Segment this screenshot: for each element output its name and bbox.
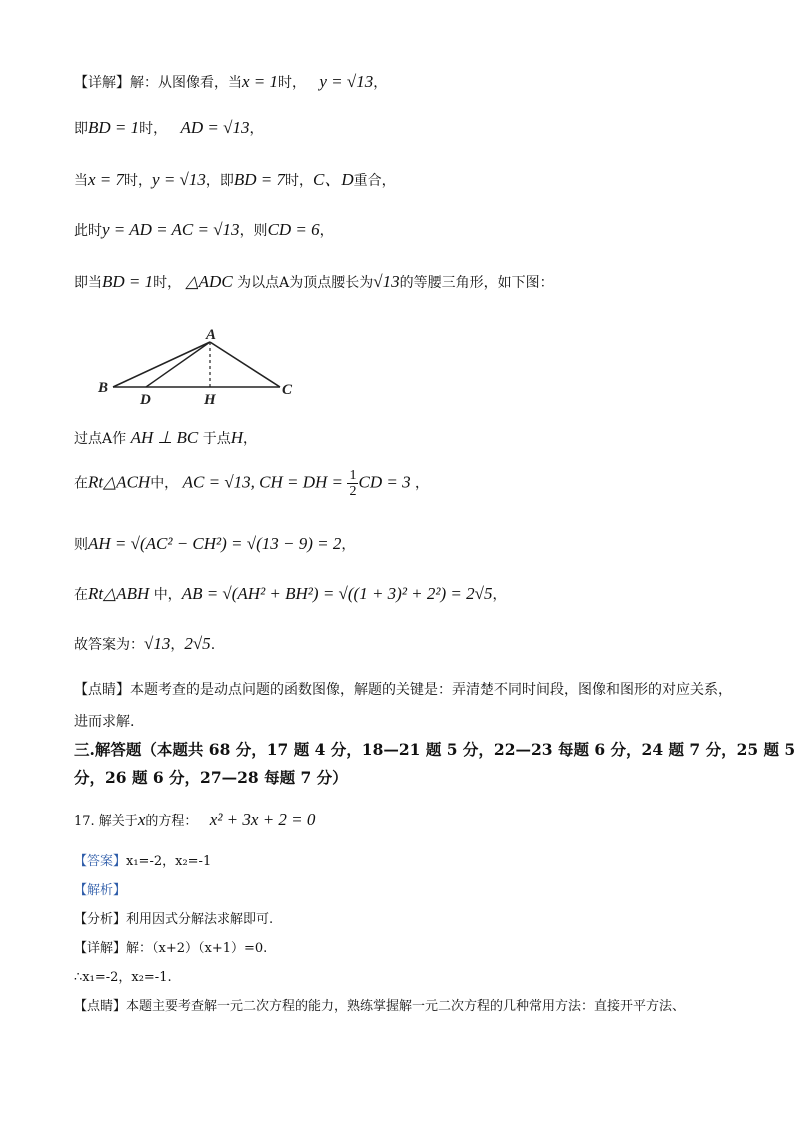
- therefore-line: ∴x₁=-2，x₂=-1.: [74, 970, 172, 985]
- analysis-tag: 【解析】: [74, 883, 127, 898]
- segment-ad: [146, 342, 210, 387]
- section-heading-2: 分，26 题 6 分，27—28 每题 7 分）: [74, 768, 348, 787]
- line-7: 在Rt△ACH中， AC = √13, CH = DH = $\frac{1}{2}$ CD = 3 ，: [74, 468, 430, 499]
- comment-line: 【点睛】本题主要考查解一元二次方程的能力，熟练掌握解一元二次方程的几种常用方法：直接开平方法、: [74, 999, 686, 1014]
- answer-tag: 【答案】: [74, 854, 127, 869]
- label-c: C: [282, 382, 293, 398]
- line-2: 即BD = 1时， AD = √13，: [74, 118, 264, 137]
- line-6: 过点A作 AH ⊥ BC 于点H，: [74, 428, 258, 447]
- detail-line: 【详解】解：（x+2）（x+1）=0.: [74, 941, 268, 956]
- line-4: 此时y = AD = AC = √13，则CD = 6，: [74, 220, 334, 239]
- fraction-one-half: $\frac{1}{2}$: [349, 468, 357, 499]
- label-d: D: [140, 392, 151, 408]
- line-8: 则AH = √(AC² − CH²) = √(13 − 9) = 2，: [74, 534, 356, 553]
- line-12: 进而求解.: [74, 714, 135, 730]
- line-3: 当x = 7时，y = √13，即BD = 7时，C、D重合，: [74, 170, 396, 189]
- segment-ab: [113, 342, 210, 387]
- label-b: B: [98, 380, 109, 396]
- label-h: H: [204, 392, 216, 408]
- line-5: 即当BD = 1时， △ADC 为以点A为顶点腰长为√13的等腰三角形，如下图：: [74, 272, 554, 291]
- triangle-figure: [90, 326, 310, 408]
- line-11: 【点睛】本题考查的是动点问题的函数图像，解题的关键是：弄清楚不同时间段，图像和图形的对应关系，: [74, 682, 732, 698]
- line-10: 故答案为：√13，2√5.: [74, 634, 216, 653]
- question-17: 17. 解关于x的方程： x² + 3x + 2 = 0: [74, 810, 316, 829]
- analysis-line: 【分析】利用因式分解法求解即可.: [74, 912, 274, 927]
- answer-line: 【答案】x₁=-2，x₂=-1: [74, 854, 212, 869]
- segment-ac: [210, 342, 280, 387]
- label-a: A: [206, 327, 217, 343]
- line-1: 【详解】解：从图像看，当x = 1时， y = √13，: [74, 72, 388, 91]
- section-heading-1: 三.解答题（本题共 68 分，17 题 4 分，18—21 题 5 分，22—23 每题 6 分，24 题 7 分，25 题 5: [74, 740, 796, 759]
- line-9: 在Rt△ABH 中，AB = √(AH² + BH²) = √((1 + 3)² + 2²) = 2√5，: [74, 584, 507, 603]
